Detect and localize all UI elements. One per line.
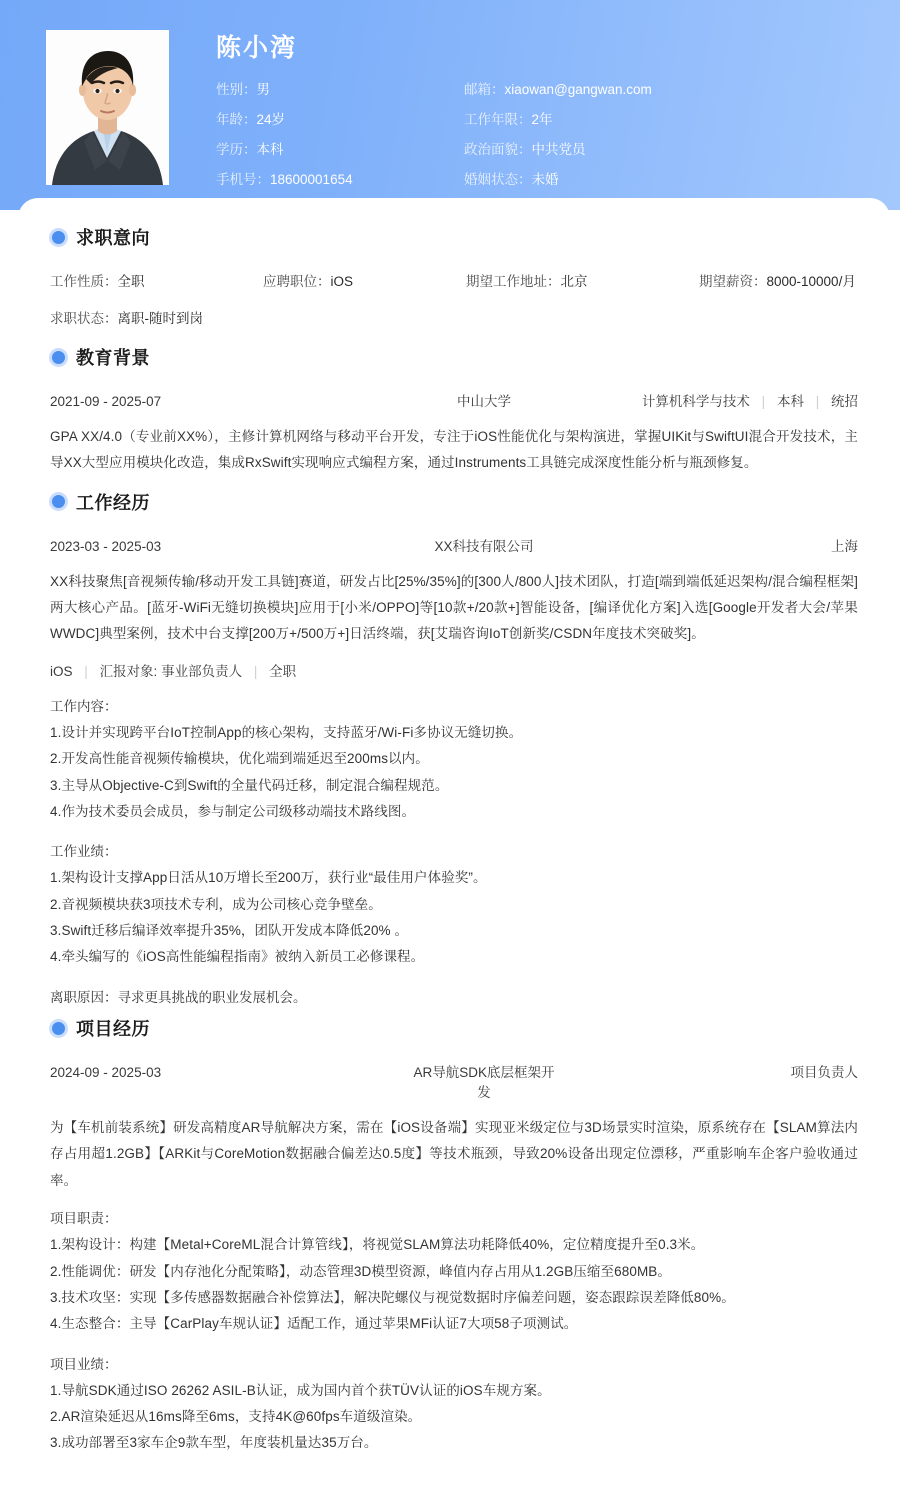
section-title-job-intention: 求职意向 — [76, 228, 150, 248]
work-achievement-item: 4.牵头编写的《iOS高性能编程指南》被纳入新员工必修课程。 — [50, 949, 425, 965]
work-duty-item: 3.主导从Objective-C到Swift的全量代码迁移，制定混合编程规范。 — [50, 777, 449, 793]
project-role: 项目负责人 — [790, 1065, 858, 1080]
bullet-dot-icon — [52, 495, 65, 508]
work-entry-header — [50, 535, 858, 555]
meta-experience — [464, 110, 900, 130]
bullet-dot-icon — [52, 231, 65, 244]
section-header-education — [50, 344, 858, 370]
work-duty-item: 4.作为技术委员会成员，参与制定公司级移动端技术路线图。 — [50, 803, 416, 819]
work-duties-label: 工作内容： — [50, 698, 118, 714]
intention-job-type-value: 全职 — [117, 274, 145, 289]
project-achievement-item: 2.AR渲染延迟从16ms降至6ms，支持4K@60fps车道级渲染。 — [50, 1409, 422, 1425]
education-degree: 本科 — [776, 394, 804, 409]
work-duty-item: 1.设计并实现跨平台IoT控制App的核心架构，支持蓝牙/Wi-Fi多协议无缝切换。 — [50, 724, 523, 740]
intention-job-type — [50, 270, 263, 290]
section-header-job-intention — [50, 224, 858, 250]
bullet-dot-icon — [52, 351, 65, 364]
education-detail — [558, 390, 858, 410]
project-achievement-item: 3.成功部署至3家车企9款车型，年度装机量达35万台。 — [50, 1435, 378, 1451]
project-name: AR导航SDK底层框架开发 — [413, 1065, 555, 1100]
personal-meta-grid — [216, 80, 900, 191]
work-achievements-block — [50, 839, 858, 971]
intention-location-value: 北京 — [560, 274, 588, 289]
bullet-dot-icon — [52, 1022, 65, 1035]
work-position-line — [50, 660, 858, 680]
meta-email — [464, 80, 900, 100]
intention-salary — [699, 270, 856, 290]
intention-row-1 — [50, 270, 858, 290]
project-background: 为【车机前装系统】研发高精度AR导航解决方案，需在【iOS设备端】实现亚米级定位与3D场景实时渲染，原系统存在【SLAM算法内存占用超1.2GB】【ARKit与CoreMotion数据融合偏差达0.5度】等技术瓶颈，导致20%设备出现定位漂移，严重影响车企客户验收通过率。 — [50, 1120, 858, 1188]
work-duty-item: 2.开发高性能音视频传输模块，优化端到端延迟至200ms以内。 — [50, 751, 429, 767]
work-position: iOS — [50, 663, 73, 679]
section-project-experience — [50, 1015, 858, 1457]
meta-gender — [216, 80, 464, 100]
intention-salary-value: 8000-10000/月 — [766, 274, 856, 289]
header-text-block — [216, 30, 900, 191]
work-achievement-item: 3.Swift迁移后编译效率提升35%，团队开发成本降低20% 。 — [50, 923, 409, 939]
intention-location-label: 期望工作地址： — [466, 274, 561, 289]
portrait-photo — [46, 30, 169, 185]
work-location: 上海 — [831, 538, 858, 554]
work-date: 2023-03 - 2025-03 — [50, 538, 162, 554]
divider-icon: | — [84, 663, 88, 679]
education-admission: 统招 — [831, 394, 858, 409]
meta-age-value: 24岁 — [256, 111, 286, 127]
work-company-intro: XX科技聚焦[音视频传输/移动开发工具链]赛道，研发占比[25%/35%]的[300人/800人]技术团队，打造[端到端低延迟架构/混合编程框架]两大核心产品。[蓝牙-WiFi无缝切换模块]应用于[小米/OPPO]等[10款+/20款+]智能设备，[编译优化方案]入选[Google开发者大会/苹果WWDC]典型案例，技术中台支撑[200万+/500万+]日活终端，获[艾瑞咨询IoT创新奖/CSDN年度技术突破奖]。 — [50, 573, 858, 642]
section-work-experience — [50, 489, 858, 1011]
intention-position-label: 应聘职位： — [263, 274, 331, 289]
meta-political — [464, 140, 900, 160]
project-duty-item: 1.架构设计：构建【Metal+CoreML混合计算管线】，将视觉SLAM算法功耗降低40%，定位精度提升至0.3米。 — [50, 1237, 705, 1253]
project-duty-item: 3.技术攻坚：实现【多传感器数据融合补偿算法】，解决陀螺仪与视觉数据时序偏差问题，姿态跟踪误差降低80%。 — [50, 1289, 735, 1305]
intention-location — [466, 270, 699, 290]
work-job-type: 全职 — [269, 663, 297, 679]
resume-content-card — [18, 198, 890, 1491]
meta-phone — [216, 170, 464, 190]
work-leave-reason: 离职原因：寻求更具挑战的职业发展机会。 — [50, 989, 307, 1005]
meta-degree-value: 本科 — [256, 142, 284, 157]
project-duty-item: 2.性能调优：研发【内存池化分配策略】，动态管理3D模型资源，峰值内存占用从1.2GB压缩至680MB。 — [50, 1263, 672, 1279]
work-achievement-item: 2.音视频模块获3项技术专利，成为公司核心竞争壁垒。 — [50, 896, 382, 912]
meta-degree — [216, 140, 464, 160]
meta-experience-value: 2年 — [531, 111, 553, 127]
project-achievement-item: 1.导航SDK通过ISO 26262 ASIL-B认证，成为国内首个获TÜV认证的iOS车规方案。 — [50, 1382, 551, 1398]
page-title: 陈小湾 — [216, 34, 298, 62]
meta-age-label: 年龄： — [216, 111, 257, 127]
meta-phone-value: 18600001654 — [270, 172, 353, 188]
education-major: 计算机科学与技术 — [641, 394, 750, 409]
project-achievements-label: 项目业绩： — [50, 1356, 118, 1372]
intention-status — [50, 307, 263, 327]
intention-salary-label: 期望薪资： — [699, 274, 767, 289]
section-education — [50, 344, 858, 477]
meta-experience-label: 工作年限： — [464, 111, 532, 127]
meta-email-value: xiaowan@gangwan.com — [504, 81, 652, 97]
project-entry-header — [50, 1061, 858, 1101]
meta-degree-label: 学历： — [216, 142, 257, 157]
intention-position — [263, 270, 466, 290]
section-header-project-experience — [50, 1015, 858, 1041]
meta-marital-value: 未婚 — [531, 172, 559, 188]
education-date: 2021-09 - 2025-07 — [50, 394, 162, 409]
intention-job-type-label: 工作性质： — [50, 274, 118, 289]
section-title-project-experience: 项目经历 — [76, 1019, 150, 1039]
work-achievements-label: 工作业绩： — [50, 844, 118, 860]
meta-phone-label: 手机号： — [216, 172, 270, 188]
intention-row-2 — [50, 307, 858, 327]
meta-email-label: 邮箱： — [464, 81, 505, 97]
intention-position-value: iOS — [330, 274, 354, 289]
meta-marital — [464, 170, 900, 190]
work-report-to: 汇报对象: 事业部负责人 — [99, 663, 243, 679]
avatar — [46, 30, 169, 185]
intention-status-value: 离职-随时到岗 — [117, 311, 203, 326]
intention-status-label: 求职状态： — [50, 311, 118, 326]
meta-marital-label: 婚姻状态： — [464, 172, 532, 188]
divider-icon: | — [253, 663, 258, 679]
work-achievement-item: 1.架构设计支撑App日活从10万增长至200万，获行业“最佳用户体验奖”。 — [50, 870, 487, 886]
meta-gender-value: 男 — [256, 81, 270, 97]
section-title-education: 教育背景 — [76, 348, 150, 368]
divider-icon: | — [761, 394, 766, 409]
meta-political-label: 政治面貌： — [464, 142, 532, 157]
section-header-work-experience — [50, 489, 858, 515]
meta-age — [216, 110, 464, 130]
project-duties-label: 项目职责： — [50, 1210, 118, 1226]
project-date: 2024-09 - 2025-03 — [50, 1065, 162, 1080]
section-title-work-experience: 工作经历 — [76, 492, 150, 513]
meta-political-value: 中共党员 — [531, 142, 586, 157]
section-job-intention — [50, 224, 858, 327]
resume-header — [0, 0, 900, 210]
divider-icon: | — [815, 394, 820, 409]
project-duties-block — [50, 1206, 858, 1338]
project-duty-item: 4.生态整合：主导【CarPlay车规认证】适配工作，通过苹果MFi认证7大项58子项测试。 — [50, 1316, 578, 1332]
education-description: GPA XX/4.0（专业前XX%），主修计算机网络与移动平台开发，专注于iOS性能优化与架构演进，掌握UIKit与SwiftUI混合开发技术，主导XX大型应用模块化改造，集成RxSwift实现响应式编程方案，通过Instruments工具链完成深度性能分析与瓶颈修复。 — [50, 429, 858, 471]
education-school: 中山大学 — [457, 394, 511, 409]
work-duties-block — [50, 694, 858, 826]
meta-gender-label: 性别： — [216, 81, 257, 97]
work-company: XX科技有限公司 — [434, 538, 534, 554]
project-achievements-block — [50, 1352, 858, 1457]
education-entry-header — [50, 390, 858, 410]
